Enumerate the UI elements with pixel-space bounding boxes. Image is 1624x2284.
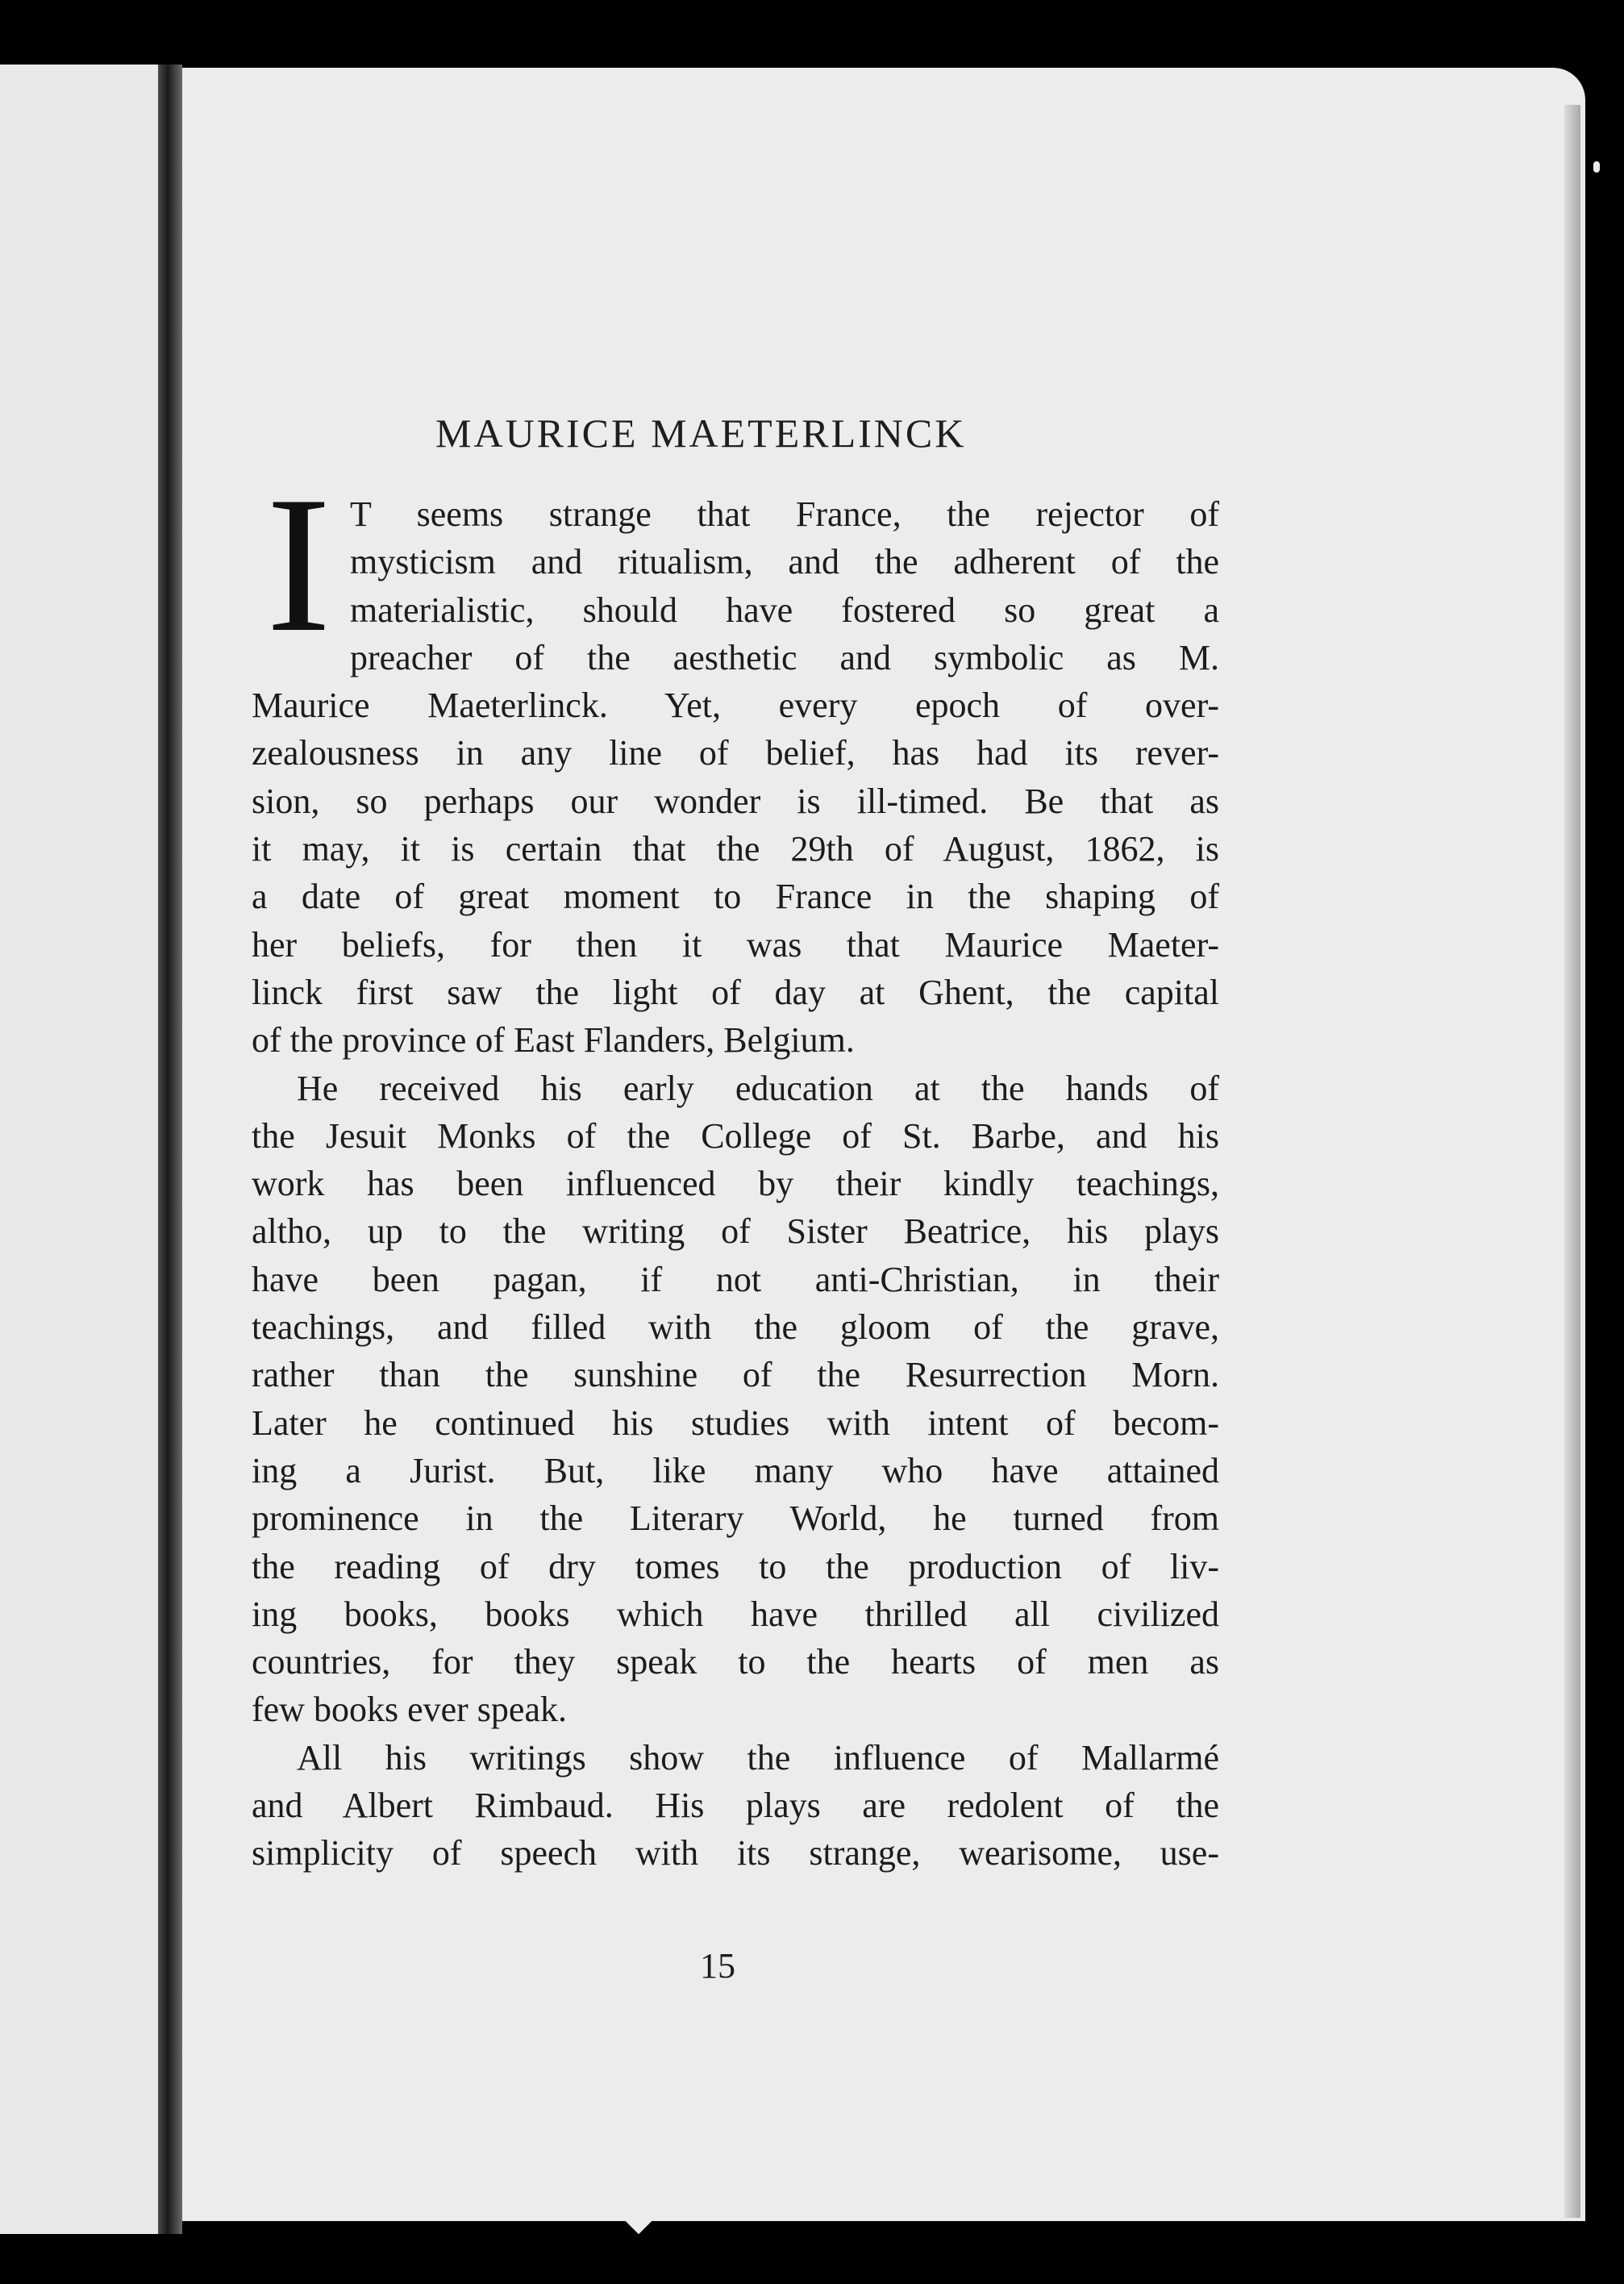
page-edge-mark	[1593, 161, 1600, 173]
body-text	[252, 490, 1219, 1878]
text-line: ing a Jurist. But, like many who have attained	[252, 1450, 1219, 1490]
page-edge-shadow	[1564, 105, 1580, 2218]
text-line: the reading of dry tomes to the production of liv-	[252, 1546, 1219, 1586]
text-line: it may, it is certain that the 29th of August, 1862, is	[252, 829, 1219, 869]
text-line: zealousness in any line of belief, has had its rever-	[252, 733, 1219, 773]
text-line: altho, up to the writing of Sister Beatrice, his plays	[252, 1211, 1219, 1252]
text-line: work has been influenced by their kindly teachings,	[252, 1164, 1219, 1204]
text-line: He received his early education at the hands of	[297, 1068, 1219, 1108]
book-gutter	[158, 65, 182, 2234]
text-line: T seems strange that France, the rejector of	[350, 494, 1219, 534]
page-number: 15	[700, 1946, 735, 1986]
text-line: linck first saw the light of day at Ghent, the capital	[252, 972, 1219, 1012]
text-line: simplicity of speech with its strange, wearisome, use-	[252, 1833, 1219, 1873]
paragraph-1-dropcap-lines	[252, 490, 1219, 681]
text-line: preacher of the aesthetic and symbolic as M.	[350, 637, 1219, 677]
facing-page-edge	[0, 65, 161, 2234]
text-line: have been pagan, if not anti-Christian, in their	[252, 1259, 1219, 1299]
text-line: ing books, books which have thrilled all civilized	[252, 1594, 1219, 1634]
text-line: of the province of East Flanders, Belgium.	[252, 1020, 855, 1061]
text-line: a date of great moment to France in the shaping of	[252, 877, 1219, 917]
text-line: sion, so perhaps our wonder is ill-timed. Be that as	[252, 781, 1219, 821]
text-line: All his writings show the influence of Mallarmé	[297, 1737, 1219, 1778]
text-line: materialistic, should have fostered so great a	[350, 590, 1219, 630]
text-line: her beliefs, for then it was that Maurice Maeter-	[252, 924, 1219, 965]
text-line: and Albert Rimbaud. His plays are redolent of the	[252, 1786, 1219, 1826]
text-line: countries, for they speak to the hearts of men as	[252, 1642, 1219, 1682]
text-line: rather than the sunshine of the Resurrection Morn.	[252, 1355, 1219, 1395]
text-line: prominence in the Literary World, he turned from	[252, 1498, 1219, 1539]
text-line: the Jesuit Monks of the College of St. Barbe, and his	[252, 1115, 1219, 1156]
text-line: mysticism and ritualism, and the adherent of the	[350, 542, 1219, 582]
text-line: few books ever speak.	[252, 1690, 567, 1730]
text-line: teachings, and filled with the gloom of the grave,	[252, 1307, 1219, 1348]
text-line: Maurice Maeterlinck. Yet, every epoch of over-	[252, 686, 1219, 726]
drop-cap: I	[266, 456, 331, 673]
chapter-title: MAURICE MAETERLINCK	[435, 411, 967, 456]
text-line: Later he continued his studies with intent of becom-	[252, 1402, 1219, 1443]
